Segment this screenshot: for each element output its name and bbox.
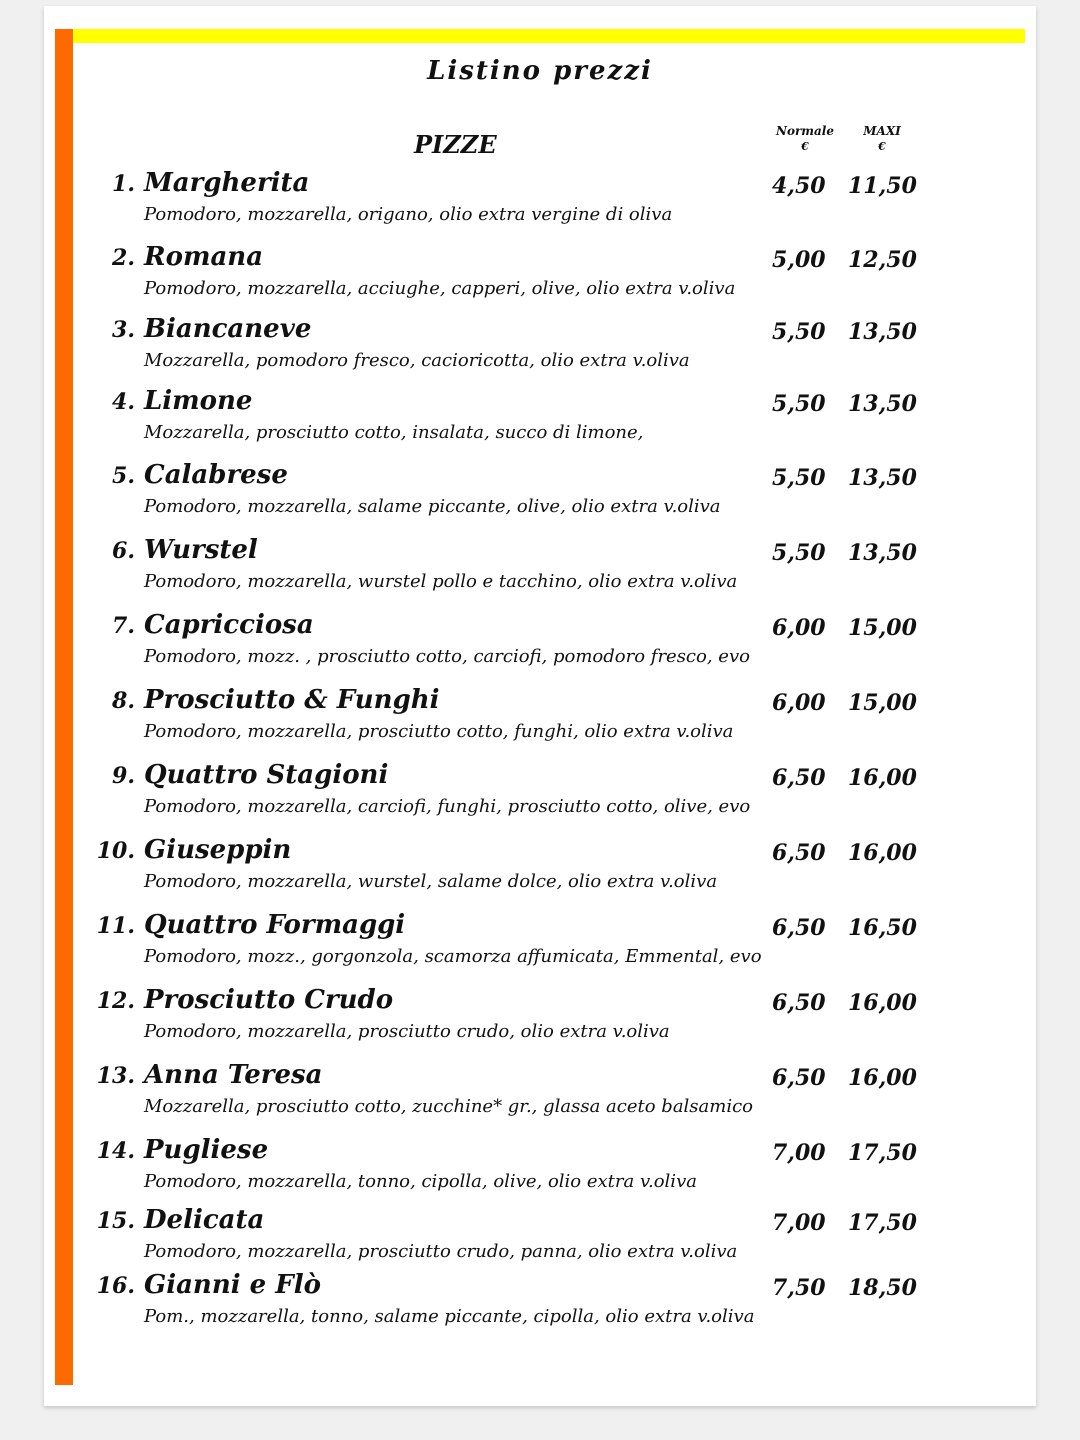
menu-item-price-normal: 6,50	[772, 1065, 826, 1091]
menu-item-number: 14.	[96, 1138, 135, 1164]
menu-item-number: 11.	[96, 913, 135, 939]
column-header-normal	[768, 124, 842, 154]
menu-item	[44, 912, 1036, 972]
menu-item-price-maxi: 17,50	[848, 1210, 917, 1236]
menu-item-name: Pugliese	[144, 1135, 269, 1165]
menu-item-description: Pomodoro, mozzarella, carciofi, funghi, prosciutto cotto, olive, evo	[144, 796, 751, 817]
menu-item-description: Pom., mozzarella, tonno, salame piccante, cipolla, olio extra v.oliva	[144, 1306, 755, 1327]
menu-item-number: 6.	[112, 538, 135, 564]
menu-item-description: Mozzarella, prosciutto cotto, insalata, succo di limone,	[144, 422, 644, 443]
menu-item-price-normal: 4,50	[772, 173, 826, 199]
menu-item	[44, 316, 1036, 376]
menu-item	[44, 1207, 1036, 1267]
menu-item-price-normal: 5,50	[772, 540, 826, 566]
menu-item-name: Limone	[144, 386, 253, 416]
menu-item-description: Pomodoro, mozzarella, origano, olio extra vergine di oliva	[144, 204, 673, 225]
menu-item-price-maxi: 15,00	[848, 690, 917, 716]
menu-item	[44, 388, 1036, 448]
menu-item-name: Margherita	[144, 168, 310, 198]
menu-item-price-normal: 6,50	[772, 990, 826, 1016]
menu-item-name: Calabrese	[144, 460, 288, 490]
menu-item-number: 2.	[112, 245, 135, 271]
menu-item	[44, 687, 1036, 747]
menu-item-price-normal: 7,50	[772, 1275, 826, 1301]
menu-item	[44, 244, 1036, 304]
menu-item-price-normal: 6,00	[772, 690, 826, 716]
menu-item-name: Giuseppin	[144, 835, 292, 865]
menu-item-number: 12.	[96, 988, 135, 1014]
menu-item-number: 15.	[96, 1208, 135, 1234]
menu-item	[44, 537, 1036, 597]
menu-item-description: Pomodoro, mozzarella, prosciutto cotto, funghi, olio extra v.oliva	[144, 721, 734, 742]
menu-item-number: 4.	[112, 389, 135, 415]
menu-item-price-maxi: 18,50	[848, 1275, 917, 1301]
menu-item-price-normal: 5,00	[772, 247, 826, 273]
menu-item-price-maxi: 13,50	[848, 319, 917, 345]
menu-item-description: Pomodoro, mozzarella, wurstel pollo e tacchino, olio extra v.oliva	[144, 571, 738, 592]
menu-item-price-maxi: 17,50	[848, 1140, 917, 1166]
menu-item	[44, 837, 1036, 897]
menu-item-price-normal: 6,50	[772, 765, 826, 791]
section-title: PIZZE	[414, 130, 497, 159]
menu-item-price-maxi: 16,00	[848, 765, 917, 791]
menu-item-price-normal: 5,50	[772, 391, 826, 417]
menu-item-name: Romana	[144, 242, 264, 272]
menu-page	[44, 6, 1036, 1406]
menu-item-price-normal: 5,50	[772, 319, 826, 345]
menu-item-description: Pomodoro, mozz. , prosciutto cotto, carciofi, pomodoro fresco, evo	[144, 646, 750, 667]
menu-item-description: Pomodoro, mozzarella, acciughe, capperi, olive, olio extra v.oliva	[144, 278, 736, 299]
menu-item-name: Prosciutto & Funghi	[144, 685, 440, 715]
column-header-normal-currency: €	[801, 140, 809, 153]
column-header-normal-label: Normale	[776, 124, 834, 138]
menu-item-name: Quattro Formaggi	[144, 910, 406, 940]
menu-item-price-maxi: 13,50	[848, 465, 917, 491]
menu-item-description: Pomodoro, mozzarella, salame piccante, olive, olio extra v.oliva	[144, 496, 721, 517]
menu-item-price-maxi: 13,50	[848, 391, 917, 417]
menu-item-description: Pomodoro, mozzarella, wurstel, salame dolce, olio extra v.oliva	[144, 871, 718, 892]
menu-item	[44, 1137, 1036, 1197]
menu-item-name: Delicata	[144, 1205, 265, 1235]
menu-item-price-normal: 7,00	[772, 1210, 826, 1236]
menu-item-price-maxi: 16,00	[848, 840, 917, 866]
menu-item-price-maxi: 13,50	[848, 540, 917, 566]
menu-item-name: Biancaneve	[144, 314, 312, 344]
menu-item-name: Quattro Stagioni	[144, 760, 389, 790]
menu-item-number: 5.	[112, 463, 135, 489]
column-header-maxi-currency: €	[878, 140, 886, 153]
menu-item	[44, 170, 1036, 230]
menu-item-number: 3.	[112, 317, 135, 343]
menu-item-price-maxi: 11,50	[848, 173, 917, 199]
yellow-top-bar	[73, 29, 1025, 43]
menu-item-description: Pomodoro, mozzarella, tonno, cipolla, olive, olio extra v.oliva	[144, 1171, 697, 1192]
column-header-maxi	[850, 124, 914, 154]
menu-item-price-normal: 6,00	[772, 615, 826, 641]
menu-item	[44, 462, 1036, 522]
menu-item-name: Prosciutto Crudo	[144, 985, 394, 1015]
menu-item-price-maxi: 15,00	[848, 615, 917, 641]
menu-item	[44, 612, 1036, 672]
menu-item-description: Pomodoro, mozz., gorgonzola, scamorza affumicata, Emmental, evo	[144, 946, 762, 967]
menu-item-name: Anna Teresa	[144, 1060, 323, 1090]
menu-item-price-maxi: 16,50	[848, 915, 917, 941]
menu-item-name: Wurstel	[144, 535, 258, 565]
menu-item-number: 9.	[112, 763, 135, 789]
page-title: Listino prezzi	[427, 56, 653, 86]
menu-item-description: Mozzarella, pomodoro fresco, cacioricotta, olio extra v.oliva	[144, 350, 690, 371]
menu-item	[44, 987, 1036, 1047]
menu-item-number: 13.	[96, 1063, 135, 1089]
menu-item-number: 1.	[112, 171, 135, 197]
menu-item-number: 7.	[112, 613, 135, 639]
menu-item-name: Gianni e Flò	[144, 1270, 321, 1300]
menu-item-price-normal: 6,50	[772, 915, 826, 941]
menu-item-price-maxi: 16,00	[848, 990, 917, 1016]
menu-item-price-normal: 7,00	[772, 1140, 826, 1166]
menu-item-price-normal: 5,50	[772, 465, 826, 491]
menu-item-description: Mozzarella, prosciutto cotto, zucchine* gr., glassa aceto balsamico	[144, 1096, 754, 1117]
menu-item-description: Pomodoro, mozzarella, prosciutto crudo, panna, olio extra v.oliva	[144, 1241, 738, 1262]
menu-item	[44, 762, 1036, 822]
menu-item	[44, 1272, 1036, 1332]
menu-item	[44, 1062, 1036, 1122]
menu-item-price-maxi: 12,50	[848, 247, 917, 273]
menu-item-description: Pomodoro, mozzarella, prosciutto crudo, olio extra v.oliva	[144, 1021, 670, 1042]
menu-item-name: Capricciosa	[144, 610, 314, 640]
menu-item-number: 10.	[96, 838, 135, 864]
menu-item-price-normal: 6,50	[772, 840, 826, 866]
menu-item-number: 8.	[112, 688, 135, 714]
column-header-maxi-label: MAXI	[863, 124, 901, 138]
menu-item-price-maxi: 16,00	[848, 1065, 917, 1091]
menu-item-number: 16.	[96, 1273, 135, 1299]
